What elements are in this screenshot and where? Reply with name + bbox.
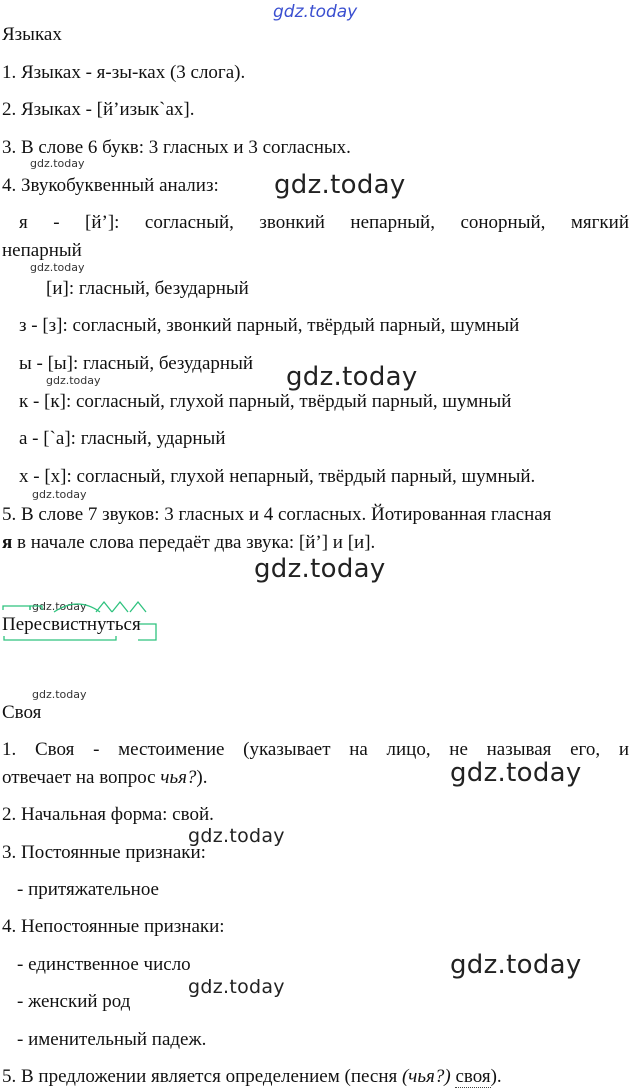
watermark-large: gdz.today bbox=[450, 758, 582, 788]
watermark-medium: gdz.today bbox=[188, 825, 285, 847]
item-analysis-heading: 4. Звукобуквенный анализ: bbox=[2, 175, 219, 196]
word-peresvistnutsya: Пересвистнуться bbox=[2, 614, 141, 635]
watermark-medium: gdz.today bbox=[188, 976, 285, 998]
bold-letter-ya: я bbox=[2, 532, 13, 553]
sound-i: [и]: гласный, безударный bbox=[46, 278, 249, 299]
iotated-rest: в начале слова передаёт два звука: [й’] и [и]. bbox=[12, 532, 376, 553]
item-transcription: 2. Языках - [й’изык`ах]. bbox=[2, 99, 195, 120]
sound-z: з - [з]: согласный, звонкий парный, твёрдый парный, шумный bbox=[19, 315, 520, 336]
item-iotated bbox=[2, 532, 375, 554]
watermark-small: gdz.today bbox=[32, 488, 87, 501]
sound-a: а - [`а]: гласный, ударный bbox=[19, 428, 226, 449]
feature-gender: - женский род bbox=[17, 991, 131, 1012]
item-syntax-role bbox=[2, 1066, 502, 1088]
watermark-small: gdz.today bbox=[30, 157, 85, 170]
question-word: чья? bbox=[160, 767, 197, 788]
item-variable-features: 4. Непостоянные признаки: bbox=[2, 916, 225, 937]
syntax-close: ). bbox=[490, 1066, 502, 1087]
sound-k: к - [к]: согласный, глухой парный, твёрдый парный, шумный bbox=[19, 391, 512, 412]
item-initial-form: 2. Начальная форма: свой. bbox=[2, 804, 214, 825]
item-letters: 3. В слове 6 букв: 3 гласных и 3 согласных. bbox=[2, 137, 351, 158]
watermark-small: gdz.today bbox=[46, 374, 101, 387]
feature-number: - единственное число bbox=[17, 954, 191, 975]
sound-ya-line2: непарный bbox=[2, 240, 82, 261]
item-syllables: 1. Языках - я-зы-ках (3 слога). bbox=[2, 62, 246, 83]
syntax-text: 5. В предложении является определением (песня bbox=[2, 1066, 402, 1087]
top-watermark: gdz.today bbox=[273, 2, 358, 22]
watermark-large: gdz.today bbox=[274, 170, 406, 200]
item-pronoun-line1: 1. Своя - местоимение (указывает на лицо, не называя его, и bbox=[2, 739, 629, 760]
pronoun-close: ). bbox=[196, 767, 208, 788]
item-constant-features: 3. Постоянные признаки: bbox=[2, 842, 206, 863]
feature-case: - именительный падеж. bbox=[17, 1029, 207, 1050]
sound-y: ы - [ы]: гласный, безударный bbox=[19, 353, 254, 374]
syntax-question: (чья?) bbox=[401, 1066, 451, 1087]
sound-ya-line1: я - [й’]: согласный, звонкий непарный, сонорный, мягкий bbox=[19, 212, 629, 233]
watermark-large: gdz.today bbox=[254, 554, 386, 584]
sound-h: х - [х]: согласный, глухой непарный, твёрдый парный, шумный. bbox=[19, 466, 536, 487]
watermark-small: gdz.today bbox=[32, 600, 87, 613]
watermark-large: gdz.today bbox=[286, 362, 418, 392]
section-title-svoya: Своя bbox=[2, 702, 42, 723]
watermark-large: gdz.today bbox=[450, 950, 582, 980]
feature-possessive: - притяжательное bbox=[17, 879, 159, 900]
item-pronoun-line2 bbox=[2, 767, 208, 789]
watermark-small: gdz.today bbox=[32, 688, 87, 701]
section-title-yazykah: Языках bbox=[2, 24, 62, 45]
watermark-small: gdz.today bbox=[30, 261, 85, 274]
syntax-word: своя bbox=[455, 1066, 491, 1087]
item-sounds-count: 5. В слове 7 звуков: 3 гласных и 4 согласных. Йотированная гласная bbox=[2, 504, 552, 525]
pronoun-text: отвечает на вопрос bbox=[2, 767, 161, 788]
